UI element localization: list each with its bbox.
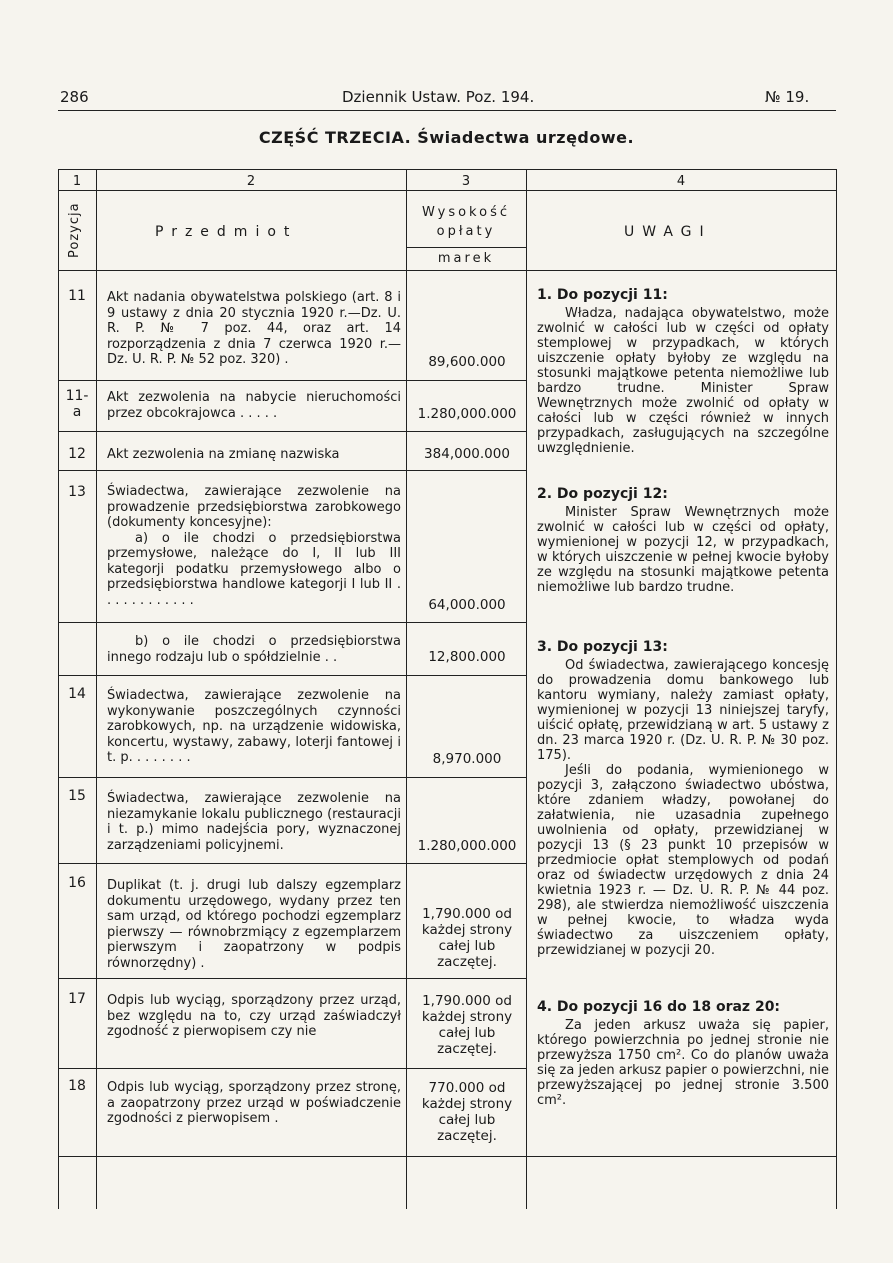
row-11-fee: 89,600.000 — [428, 354, 506, 370]
row-divider — [58, 978, 526, 979]
note-1-title: 1. Do pozycji 11: — [537, 287, 668, 303]
column-number-4: 4 — [676, 174, 686, 189]
note-4-text: Za jeden arkusz uważa się papier, którego powierzchnia po jednej stronie nie przewyższa 1750 cm². Co do planów uważa się za jeden arkusz papier o powierzchni, nie przewyższającej po jednej stronie 3.500 cm². — [537, 1018, 829, 1108]
column-number-1: 1 — [72, 174, 82, 189]
note-2 — [537, 487, 829, 595]
row-13-fee: 64,000.000 — [428, 597, 506, 613]
column-number-2: 2 — [246, 174, 256, 189]
row-12-fee: 384,000.000 — [424, 446, 510, 462]
row-11-subject — [107, 290, 401, 368]
row-13-item-b: b) o ile chodzi o przedsiębiorstwa innego rodzaju lub o spółdzielnie . . — [107, 634, 401, 665]
note-3 — [537, 640, 829, 958]
row-divider — [58, 470, 526, 471]
row-11a-position: 11-a — [65, 388, 89, 420]
row-divider — [58, 863, 526, 864]
row-13-intro: Świadectwa, zawierające zezwolenie na prowadzenie przedsiębiorstwa zarobkowego (dokumenty koncesyjne): — [107, 484, 401, 530]
row-15-text: Świadectwa, zawierające zezwolenie na niezamykanie lokalu publicznego (restauracji i t. p.) mimo nadejścia pory, wyznaczonej zarządzeniami policyjnemi. — [107, 791, 401, 853]
row-16-fee: 1,790.000 od każdej strony całej lub zaczętej. — [421, 906, 513, 970]
table-top-rule — [58, 169, 836, 170]
row-13-item-a: a) o ile chodzi o przedsiębiorstwa przemysłowe, należące do I, II lub III kategorji podatku przemysłowego albo o przedsiębiorstwa handlowe kategorji I lub II . . . . . . . . . . . . — [107, 530, 401, 608]
issue-number: № 19. — [765, 88, 810, 106]
row-18-fee: 770.000 od każdej strony całej lub zaczętej. — [421, 1080, 513, 1144]
row-divider — [58, 675, 526, 676]
row-11a-text: Akt zezwolenia na nabycie nieruchomości przez obcokrajowca . . . . . — [107, 390, 401, 421]
row-15-fee: 1.280,000.000 — [417, 838, 517, 854]
row-14-subject — [107, 688, 401, 766]
note-3-title: 3. Do pozycji 13: — [537, 639, 668, 655]
note-4-title: 4. Do pozycji 16 do 18 oraz 20: — [537, 999, 781, 1015]
row-13b-fee: 12,800.000 — [428, 649, 506, 665]
row-divider — [58, 1068, 526, 1069]
note-2-text: Minister Spraw Wewnętrznych może zwolnić w całości lub w części od opłaty, wymienionej w pozycji 12, w przypadkach, w których uiszczenie w pełnej kwocie byłoby ze względu na stosunki majątkowe petenta niemożliwe lub bardzo trudne. — [537, 505, 829, 595]
position-header: Pozycja — [67, 202, 82, 258]
fee-header-line2: opłaty — [436, 224, 496, 239]
column-divider-3 — [526, 169, 527, 1209]
row-divider — [58, 380, 526, 381]
row-13-subject — [107, 484, 401, 608]
row-13-position: 13 — [68, 484, 86, 500]
table-bottom-rule — [58, 1156, 836, 1157]
row-14-position: 14 — [68, 686, 86, 702]
note-1-text: Władza, nadająca obywatelstwo, może zwolnić w całości lub w części od opłaty stemplowej w przypadkach, w których uiszczenie opłaty byłoby ze względu na stosunki majątkowe petenta niemożliwe lub bardzo trudne. Minister Spraw Wewnętrznych może zwolnić od opłaty w całości lub w części również w innych przypadkach, zasługujących na szczególne uwzględnienie. — [537, 306, 829, 456]
column-divider-2 — [406, 169, 407, 1209]
header-rule — [58, 110, 836, 111]
row-12-text: Akt zezwolenia na zmianę nazwiska — [107, 447, 340, 462]
row-12-subject — [107, 447, 401, 463]
row-12-position: 12 — [68, 446, 86, 462]
row-11a-fee: 1.280,000.000 — [417, 406, 517, 422]
row-14-fee: 8,970.000 — [432, 751, 502, 767]
note-3-text-2: Jeśli do podania, wymienionego w pozycji 3, załączono świadectwo ubóstwa, które zdaniem władzy, powołanej do załatwienia, nie uzasadnia zupełnego uwolnienia od opłaty, przewidzianej w pozycji 13 (§ 23 punkt 10 przepisów w przedmiocie opłat stemplowych od podań oraz od świadectw urzędowych z dnia 24 kwietnia 1923 r. — Dz. U. R. P. № 44 poz. 298), ale stwierdza niemożliwość uiszczenia w pełnej kwocie, to władza wyda świadectwo za uiszczeniem opłaty, przewidzianej w pozycji 20. — [537, 763, 829, 958]
row-divider — [58, 777, 526, 778]
note-2-title: 2. Do pozycji 12: — [537, 486, 668, 502]
table-right-border — [836, 169, 837, 1209]
header-bottom-rule — [58, 270, 836, 271]
row-15-subject — [107, 791, 401, 853]
publication-title: Dziennik Ustaw. Poz. 194. — [342, 88, 535, 106]
row-17-subject — [107, 993, 401, 1040]
fee-header-line1: Wysokość — [422, 205, 510, 220]
row-11-position: 11 — [68, 288, 86, 304]
row-17-fee: 1,790.000 od każdej strony całej lub zaczętej. — [421, 993, 513, 1057]
row-16-subject — [107, 878, 401, 971]
row-11a-subject — [107, 390, 401, 421]
notes-header: UWAGI — [624, 224, 712, 240]
note-3-text-1: Od świadectwa, zawierającego koncesję do prowadzenia domu bankowego lub kantoru wymiany, należy zamiast opłaty, wymienionej w pozycji 13 niniejszej taryfy, uiścić opłatę, przewidzianą w art. 5 ustawy z dn. 23 marca 1920 r. (Dz. U. R. P. № 30 poz. 175). — [537, 658, 829, 763]
note-4 — [537, 1000, 829, 1108]
row-17-position: 17 — [68, 991, 86, 1007]
fee-unit-header: marek — [437, 251, 495, 266]
row-13b-subject — [107, 634, 401, 665]
row-11-text: Akt nadania obywatelstwa polskiego (art. 8 i 9 ustawy z dnia 20 stycznia 1920 r.—Dz. U. R. P. № 7 poz. 44, oraz art. 14 rozporządzenia z dnia 7 czerwca 1920 r.—Dz. U. R. P. № 52 poz. 320) . — [107, 290, 401, 367]
note-1 — [537, 288, 829, 456]
row-18-text: Odpis lub wyciąg, sporządzony przez stronę, a zaopatrzony przez urząd w poświadczenie zgodności z pierwopisem . — [107, 1080, 401, 1126]
fee-unit-rule — [406, 247, 526, 248]
subject-header: Przedmiot — [155, 224, 298, 240]
column-number-3: 3 — [461, 174, 471, 189]
row-17-text: Odpis lub wyciąg, sporządzony przez urząd, bez względu na to, czy urząd zaświadczył zgodność z pierwopisem czy nie — [107, 993, 401, 1039]
row-divider — [58, 431, 526, 432]
row-18-position: 18 — [68, 1078, 86, 1094]
row-14-text: Świadectwa, zawierające zezwolenie na wykonywanie poszczególnych czynności zarobkowych, np. na urządzenie widowiska, koncertu, wystawy, zabawy, loterji fantowej i t. p. . . . . . . . — [107, 688, 401, 765]
part-title: CZĘŚĆ TRZECIA. Świadectwa urzędowe. — [258, 128, 635, 147]
column-divider-1 — [96, 169, 97, 1209]
row-18-subject — [107, 1080, 401, 1127]
page-number: 286 — [60, 88, 89, 106]
column-number-rule — [58, 190, 836, 191]
row-15-position: 15 — [68, 788, 86, 804]
row-divider — [58, 622, 526, 623]
row-16-text: Duplikat (t. j. drugi lub dalszy egzemplarz dokumentu urzędowego, wydany przez ten sam urząd, od którego pochodzi egzemplarz pierwszy — równobrzmiący z egzemplarzem pierwszym i zaopatrzony w podpis równorzędny) . — [107, 878, 401, 971]
row-16-position: 16 — [68, 875, 86, 891]
table-left-border — [58, 169, 59, 1209]
